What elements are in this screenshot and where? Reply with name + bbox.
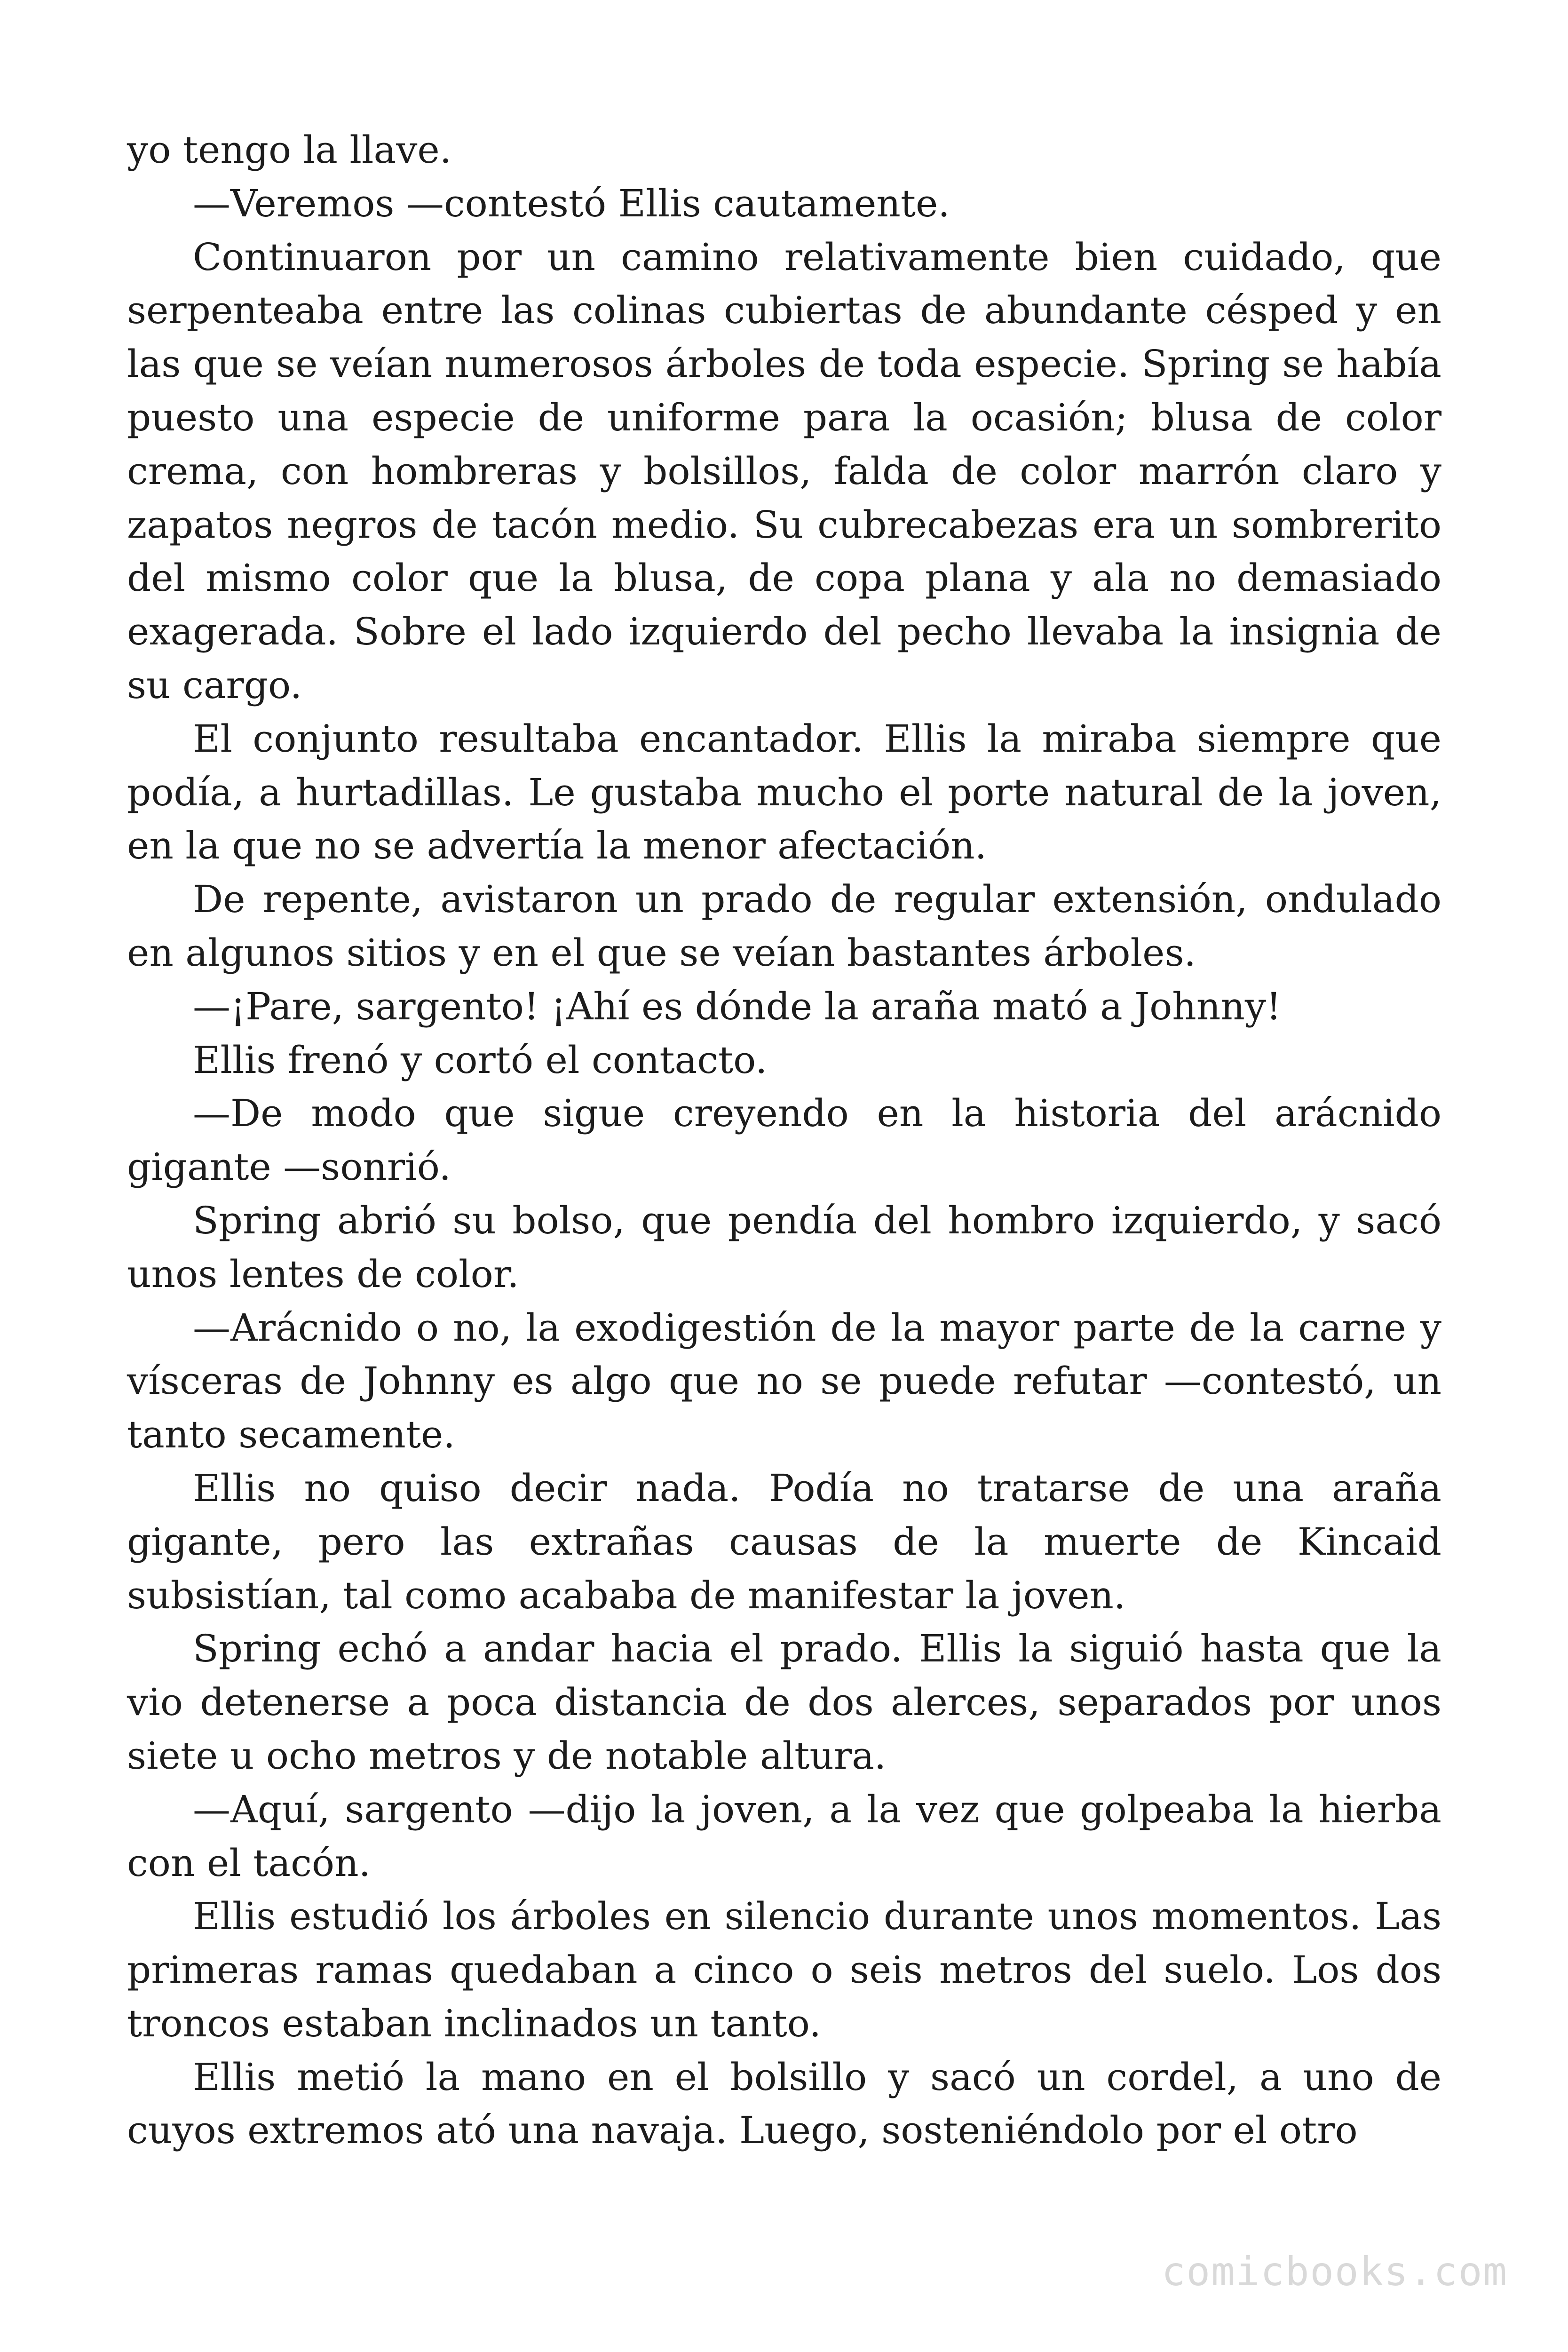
paragraph: yo tengo la llave. <box>127 128 452 172</box>
paragraph: —¡Pare, sargento! ¡Ahí es dónde la araña mató a Johnny! <box>193 984 1282 1028</box>
paragraph: —Arácnido o no, la exodigestión de la mayor parte de la carne y vísceras de Johnny es algo que no se puede refutar —contestó, un tanto secamente. <box>127 1305 1441 1457</box>
paragraph: Continuaron por un camino relativamente bien cuidado, que serpenteaba entre las colinas cubiertas de abundante césped y en las que se veían numerosos árboles de toda especie. Spring se había puesto una especie de uniforme para la ocasión; blusa de color crema, con hombreras y bolsillos, falda de color marrón claro y zapatos negros de tacón medio. Su cubrecabezas era un sombrerito del mismo color que la blusa, de copa plana y ala no demasiado exagerada. Sobre el lado izquierdo del pecho llevaba la insignia de su cargo. <box>127 235 1441 707</box>
paragraph: —Veremos —contestó Ellis cautamente. <box>193 181 950 225</box>
paragraph: Ellis metió la mano en el bolsillo y sacó un cordel, a uno de cuyos extremos ató una navaja. Luego, sosteniéndolo por el otro <box>127 2055 1441 2153</box>
paragraph: Spring abrió su bolso, que pendía del hombro izquierdo, y sacó unos lentes de color. <box>127 1198 1441 1296</box>
paragraph: Spring echó a andar hacia el prado. Ellis la siguió hasta que la vio detenerse a poca distancia de dos alerces, separados por unos siete u ocho metros y de notable altura. <box>127 1627 1441 1778</box>
paragraph: Ellis frenó y cortó el contacto. <box>193 1038 768 1082</box>
paragraph: —De modo que sigue creyendo en la historia del arácnido gigante —sonrió. <box>127 1091 1441 1189</box>
paragraph: Ellis no quiso decir nada. Podía no tratarse de una araña gigante, pero las extrañas causas de la muerte de Kincaid subsistían, tal como acababa de manifestar la joven. <box>127 1466 1441 1617</box>
page-body <box>127 123 1441 2157</box>
paragraph: El conjunto resultaba encantador. Ellis la miraba siempre que podía, a hurtadillas. Le gustaba mucho el porte natural de la joven, en la que no se advertía la menor afectación. <box>127 716 1441 868</box>
watermark: comicbooks.com <box>1161 2249 1508 2295</box>
paragraph: De repente, avistaron un prado de regular extensión, ondulado en algunos sitios y en el que se veían bastantes árboles. <box>127 877 1441 975</box>
paragraph: Ellis estudió los árboles en silencio durante unos momentos. Las primeras ramas quedaban a cinco o seis metros del suelo. Los dos troncos estaban inclinados un tanto. <box>127 1894 1441 2045</box>
paragraph: —Aquí, sargento —dijo la joven, a la vez que golpeaba la hierba con el tacón. <box>127 1787 1441 1885</box>
